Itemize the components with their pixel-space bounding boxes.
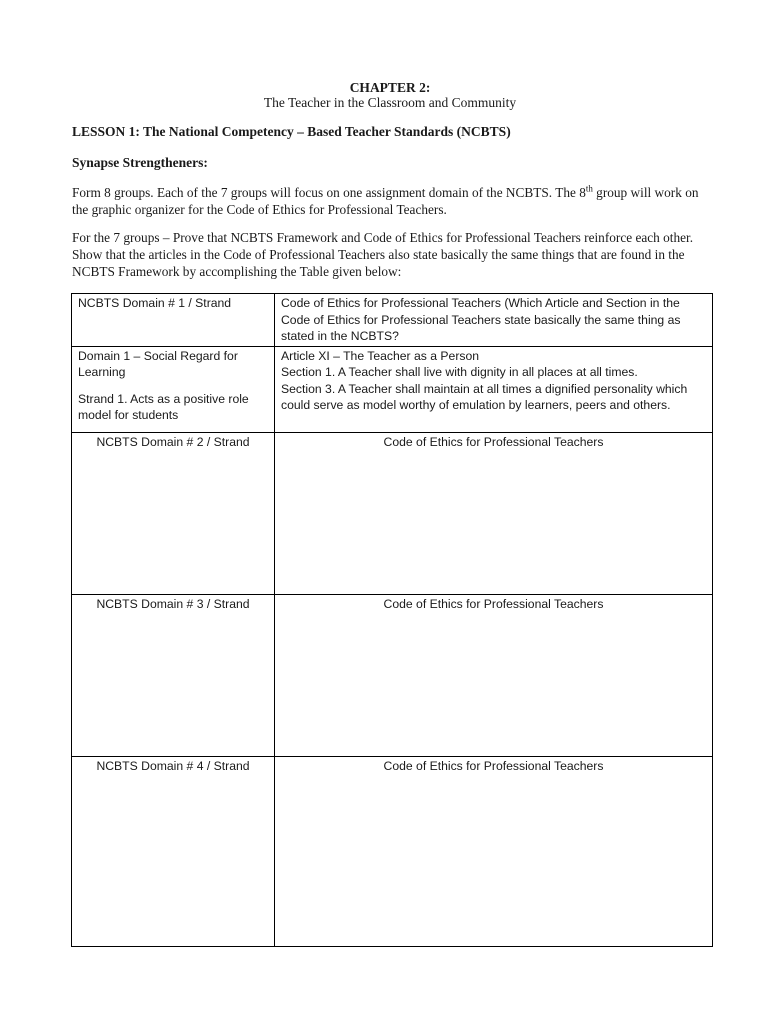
domain-3-cell[interactable]: NCBTS Domain # 3 / Strand	[72, 594, 275, 756]
lesson-title: LESSON 1: The National Competency – Based Teacher Standards (NCBTS)	[72, 124, 511, 139]
example-domain-text: Domain 1 – Social Regard for Learning	[78, 348, 238, 379]
domain-4-ethics-cell[interactable]: Code of Ethics for Professional Teachers	[275, 756, 713, 946]
domain-4-cell[interactable]: NCBTS Domain # 4 / Strand	[72, 756, 275, 946]
example-domain-cell	[72, 346, 275, 432]
example-section-1: Section 1. A Teacher shall live with dignity in all places at all times.	[281, 365, 638, 379]
section-heading: Synapse Strengtheners:	[72, 155, 208, 170]
chapter-title: CHAPTER 2:	[349, 80, 431, 95]
table-row	[72, 756, 713, 946]
instruction-paragraph-1	[72, 184, 714, 218]
example-article-cell	[275, 346, 713, 432]
domain-3-ethics-cell[interactable]: Code of Ethics for Professional Teachers	[275, 594, 713, 756]
domain-2-cell[interactable]: NCBTS Domain # 2 / Strand	[72, 432, 275, 594]
paragraph-1-superscript: th	[585, 183, 593, 194]
paragraph-1-text-a: Form 8 groups. Each of the 7 groups will focus on one assignment domain of the NCBTS. The 8	[72, 185, 586, 200]
chapter-subtitle: The Teacher in the Classroom and Community	[263, 95, 517, 110]
example-strand-text: Strand 1. Acts as a positive role model for students	[78, 391, 249, 422]
example-section-3: Section 3. A Teacher shall maintain at all times a dignified personality which could serve as model worthy of emulation by learners, peers and others.	[281, 381, 688, 412]
table-row	[72, 594, 713, 756]
table-example-row	[72, 346, 713, 432]
example-article-title: Article XI – The Teacher as a Person	[281, 348, 480, 363]
paragraph-1-text-b: group will work on the graphic organizer for the Code of Ethics for Professional Teachers.	[72, 185, 699, 217]
table-row	[72, 432, 713, 594]
domain-2-ethics-cell[interactable]: Code of Ethics for Professional Teachers	[275, 432, 713, 594]
header-cell-code-of-ethics: Code of Ethics for Professional Teachers (Which Article and Section in the Code of Ethics for Professional Teachers state basically the same thing as stated in the NCBTS?	[275, 294, 713, 347]
instruction-paragraph-2: For the 7 groups – Prove that NCBTS Framework and Code of Ethics for Professional Teachers reinforce each other. Show that the articles in the Code of Professional Teachers also state basically the same things that are found in the NCBTS Framework by accomplishing the Table given below:	[72, 230, 694, 279]
header-cell-domain: NCBTS Domain # 1 / Strand	[72, 294, 275, 347]
table-header-row	[72, 294, 713, 347]
ncbts-code-of-ethics-table	[71, 293, 713, 947]
